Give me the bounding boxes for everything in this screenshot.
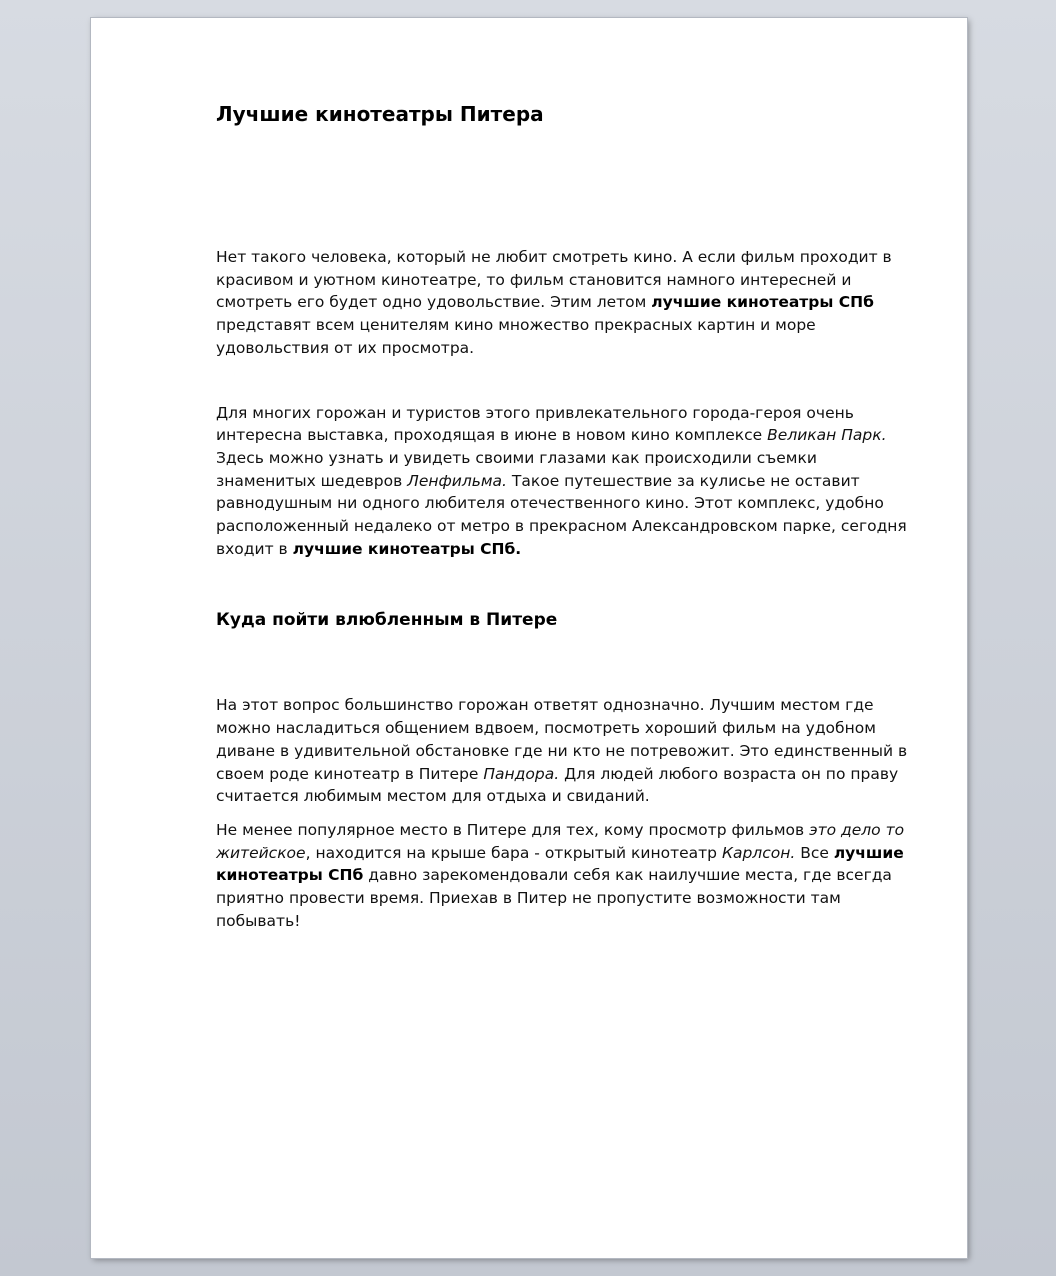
paragraph-4-text-1: Не менее популярное место в Питере для тех, кому просмотр фильмов [216,820,810,839]
paragraph-3-text-2: Для людей любого возраста он по праву считается любимым местом для отдыха и свиданий. [216,764,899,806]
paragraph-1-text-1: Нет такого человека, который не любит смотреть кино. А если фильм проходит в красивом и уютном кинотеатре, то фильм становится намного интересней и смотреть его будет одно удовольствие. Этим летом [216,248,892,312]
paragraph-2-italic-2: Ленфильма. [407,471,507,490]
spacer [216,560,916,608]
paragraph-1-bold-1: лучшие кинотеатры СПб [651,293,874,312]
paragraph-3 [216,694,916,808]
paragraph-4-italic-2: Карлсон. [721,843,796,862]
paragraph-4-text-4: давно зарекомендовали себя как наилучшие места, где всегда приятно провести время. Приехав в Питер не пропустите возможности там побывать! [216,866,892,930]
spacer [216,808,916,819]
paragraph-4-italic-1: это дело то житейское [216,820,905,862]
spacer [216,360,916,402]
spacer [216,128,916,246]
spacer [216,632,916,694]
paragraph-2-text-3: Такое путешествие за кулисье не оставит равнодушным ни одного любителя отечественного кино. Этот комплекс, удобно расположенный недалеко от метро в прекрасном Александровском парке, сегодня входит в [216,471,907,558]
document-subtitle: Куда пойти влюбленным в Питере [216,610,558,631]
paragraph-2-bold-1: лучшие кинотеатры СПб. [292,539,522,558]
document-content [216,100,916,932]
paragraph-3-italic-1: Пандора. [483,764,560,783]
paragraph-4-text-3: Все [795,843,834,862]
paragraph-4-bold-1: лучшие кинотеатры СПб [216,843,904,885]
paragraph-1 [216,246,916,360]
paragraph-4-text-2: , находится на крыше бара - открытый кинотеатр [305,843,722,862]
paragraph-1-text-2: представят всем ценителям кино множество прекрасных картин и море удовольствия от их просмотра. [216,316,816,357]
document-page [91,18,967,1258]
paragraph-2 [216,402,916,561]
paragraph-2-text-1: Для многих горожан и туристов этого привлекательного города-героя очень интересна выставка, проходящая в июне в новом кино комплексе [216,403,854,445]
paragraph-3-text-1: На этот вопрос большинство горожан ответят однозначно. Лучшим местом где можно насладиться общением вдвоем, посмотреть хороший фильм на удобном диване в удивительной обстановке где ни кто не потревожит. Это единственный в своем роде кинотеатр в Питере [216,696,908,783]
document-title: Лучшие кинотеатры Питера [216,102,544,126]
paragraph-4 [216,819,916,933]
paragraph-2-italic-1: Великан Парк. [767,426,887,445]
paragraph-2-text-2: Здесь можно узнать и увидеть своими глазами как происходили съемки знаменитых шедевров [216,448,817,490]
